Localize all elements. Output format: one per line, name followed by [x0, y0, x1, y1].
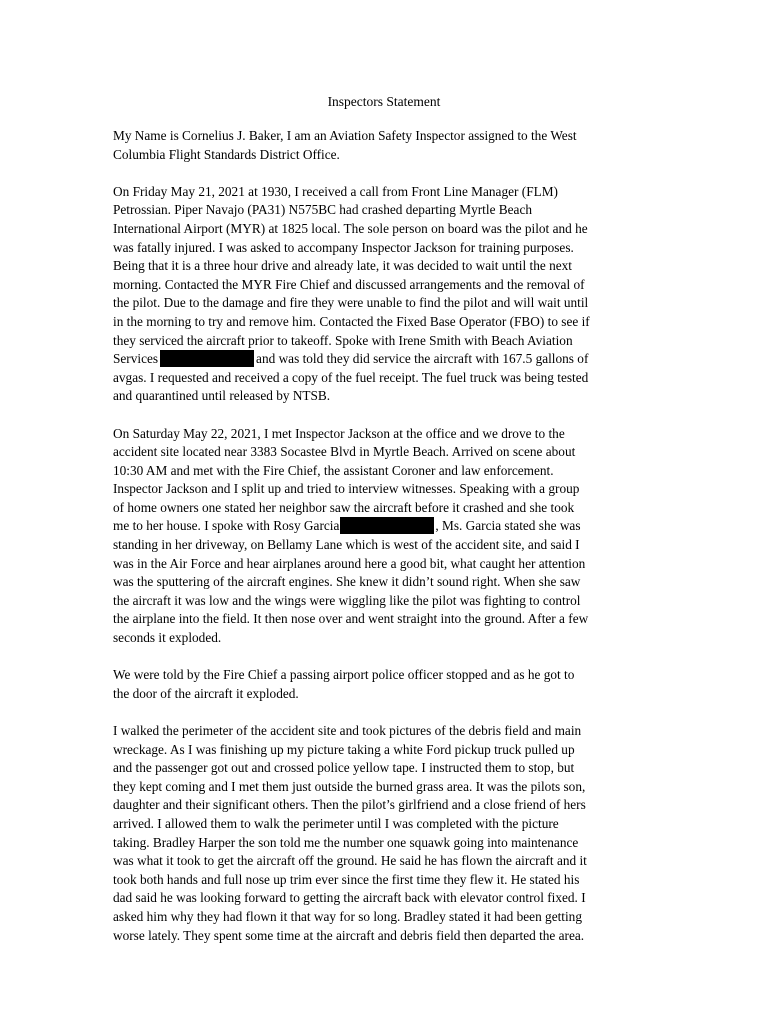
text-line: Inspector Jackson and I split up and tried to interview witnesses. Speaking with a group — [113, 481, 580, 497]
text-line-redacted — [113, 350, 658, 369]
text-line: dad said he was looking forward to getting the aircraft back with elevator control fixed. I — [113, 890, 586, 906]
paragraph-introduction — [113, 127, 658, 164]
text-line: I walked the perimeter of the accident site and took pictures of the debris field and main — [113, 723, 582, 738]
text-line-redacted — [113, 517, 658, 536]
text-line: Petrossian. Piper Navajo (PA31) N575BC had crashed departing Myrtle Beach — [113, 202, 533, 218]
text-line: was fatally injured. I was asked to accompany Inspector Jackson for training purposes. — [113, 239, 574, 255]
text-line: Being that it is a three hour drive and already late, it was decided to wait until the next — [113, 258, 572, 274]
text-line: My Name is Cornelius J. Baker, I am an Aviation Safety Inspector assigned to the West — [113, 128, 577, 143]
text-line: We were told by the Fire Chief a passing airport police officer stopped and as he got to — [113, 667, 575, 683]
text-line: wreckage. As I was finishing up my picture taking a white Ford pickup truck pulled up — [113, 741, 575, 757]
paragraph-fire-chief-report — [113, 666, 658, 703]
text-line: they kept coming and I met them just outside the burned grass area. It was the pilots son, — [113, 778, 586, 794]
text-line: taking. Bradley Harper the son told me the number one squawk going into maintenance — [113, 834, 579, 850]
text-line: they serviced the aircraft prior to takeoff. Spoke with Irene Smith with Beach Aviation — [113, 332, 573, 348]
text-line: was the sputtering of the aircraft engines. She knew it didn’t sound right. When she saw — [113, 574, 581, 590]
paragraph-saturday-site-visit — [113, 425, 658, 648]
text-line: worse lately. They spent some time at the aircraft and debris field then departed the area. — [113, 927, 585, 943]
redaction-box — [340, 517, 434, 534]
text-line: and quarantined until released by NTSB. — [113, 388, 331, 404]
text-line: seconds it exploded. — [113, 630, 222, 646]
text-line: morning. Contacted the MYR Fire Chief and discussed arrangements and the removal of — [113, 276, 585, 292]
text-line: standing in her driveway, on Bellamy Lane which is west of the accident site, and said I — [113, 537, 580, 553]
text-line: was what it took to get the aircraft off the ground. He said he has flown the aircraft and it — [113, 853, 587, 869]
text-line: daughter and their significant others. Then the pilot’s girlfriend and a close friend of hers — [113, 797, 586, 813]
document-body — [113, 127, 658, 964]
text-line: of home owners one stated her neighbor saw the aircraft before it crashed and she took — [113, 499, 575, 515]
text-line: International Airport (MYR) at 1825 local. The sole person on board was the pilot and he — [113, 220, 588, 236]
text-fragment: and was told they did service the aircraft with 167.5 gallons of — [256, 351, 589, 367]
paragraph-friday-call — [113, 183, 658, 406]
text-line: On Friday May 21, 2021 at 1930, I received a call from Front Line Manager (FLM) — [113, 183, 558, 199]
text-line: accident site located near 3383 Socastee Blvd in Myrtle Beach. Arrived on scene about — [113, 444, 576, 460]
text-line: took both hands and full nose up trim ever since the first time they flew it. He stated his — [113, 871, 580, 887]
text-line: Columbia Flight Standards District Office. — [113, 146, 340, 162]
text-line: arrived. I allowed them to walk the perimeter until I was completed with the picture — [113, 815, 559, 831]
text-line: asked him why they had flown it that way for so long. Bradley stated it had been getting — [113, 908, 582, 924]
text-line: the pilot. Due to the damage and fire they were unable to find the pilot and will wait until — [113, 295, 589, 311]
text-line: the door of the aircraft it exploded. — [113, 685, 299, 701]
redaction-box — [160, 350, 254, 367]
text-line: 10:30 AM and met with the Fire Chief, the assistant Coroner and law enforcement. — [113, 462, 554, 478]
document-title: Inspectors Statement — [327, 94, 441, 109]
text-line: avgas. I requested and received a copy of the fuel receipt. The fuel truck was being tested — [113, 369, 589, 385]
text-fragment: me to her house. I spoke with Rosy Garcia — [113, 518, 340, 534]
text-line: and the passenger got out and crossed police yellow tape. I instructed them to stop, but — [113, 760, 575, 776]
text-fragment: , Ms. Garcia stated she was — [435, 518, 581, 534]
text-line: the aircraft it was low and the wings were wiggling like the pilot was fighting to control — [113, 592, 581, 608]
text-fragment: Services — [113, 351, 159, 367]
paragraph-perimeter-and-family — [113, 722, 658, 945]
text-line: On Saturday May 22, 2021, I met Inspector Jackson at the office and we drove to the — [113, 425, 565, 441]
text-line: was in the Air Force and hear airplanes around here a good bit, what caught her attention — [113, 555, 586, 571]
text-line: in the morning to try and remove him. Contacted the Fixed Base Operator (FBO) to see if — [113, 313, 590, 329]
text-line: the airplane into the field. It then nose over and went straight into the ground. After a few — [113, 611, 589, 627]
